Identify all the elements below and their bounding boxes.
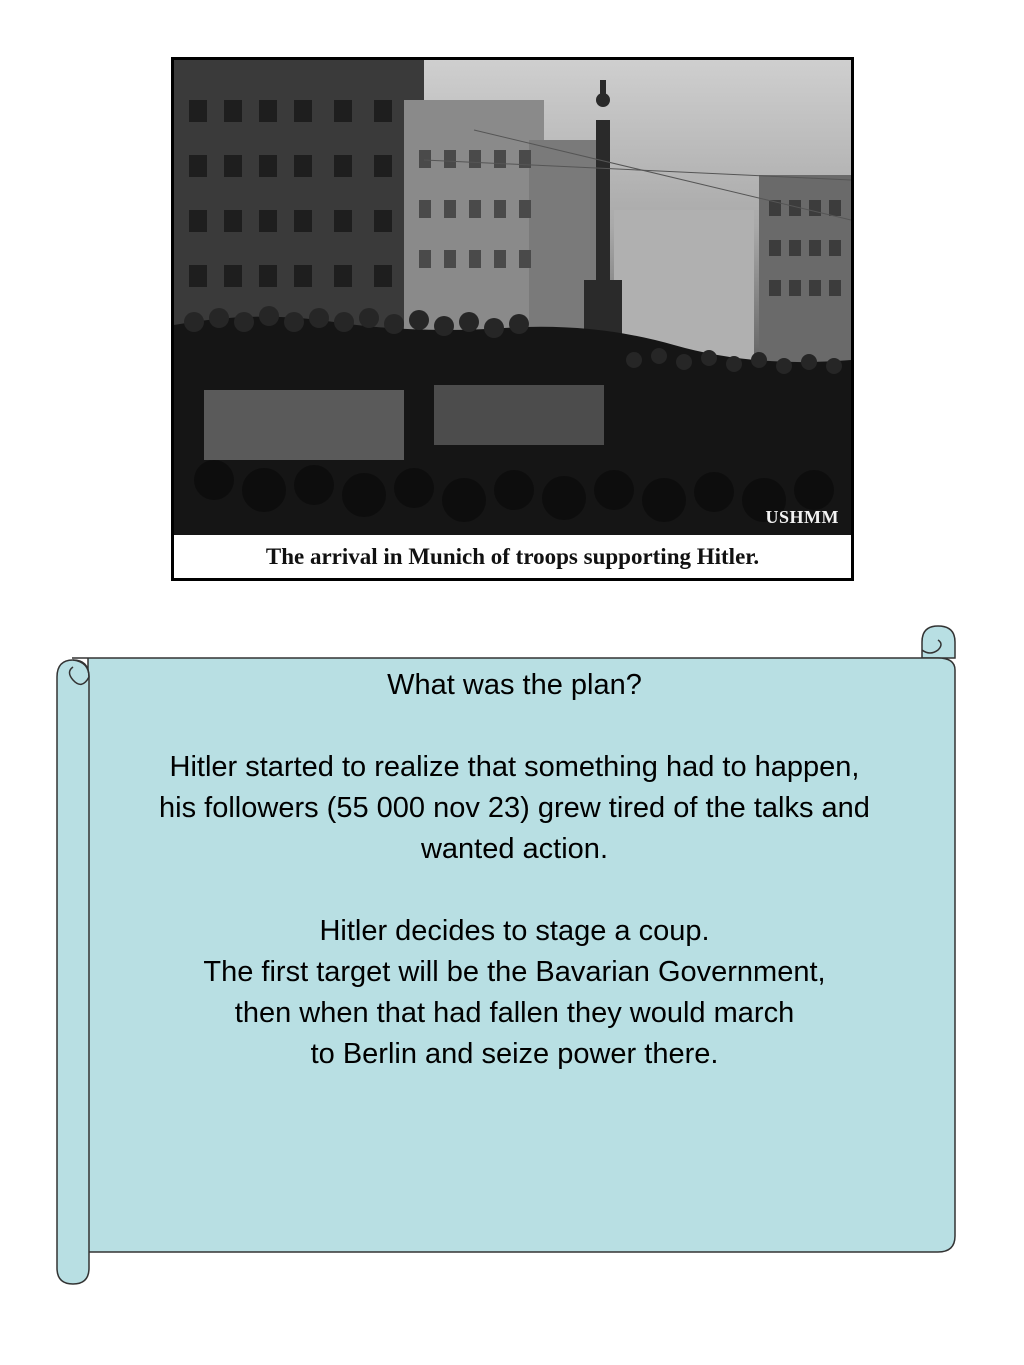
paragraph1-line3: wanted action. — [420, 833, 608, 865]
paragraph2-line4: to Berlin and seize power there. — [310, 1038, 719, 1070]
paragraph2-line3: then when that had fallen they would march — [234, 997, 795, 1029]
paragraph2-line2: The first target will be the Bavarian Government, — [203, 956, 826, 988]
scroll-left-roll — [57, 660, 89, 1284]
paragraph1-line2: his followers (55 000 nov 23) grew tired of the talks and — [159, 792, 870, 824]
photo-watermark: USHMM — [765, 507, 839, 527]
paragraph1-line1: Hitler started to realize that something had to happen, — [169, 751, 860, 783]
paragraph2-line1: Hitler decides to stage a coup. — [319, 915, 710, 947]
photo-caption: The arrival in Munich of troops supporting Hitler. — [174, 535, 851, 578]
scroll-text — [92, 665, 937, 1075]
scroll-heading: What was the plan? — [387, 669, 642, 701]
